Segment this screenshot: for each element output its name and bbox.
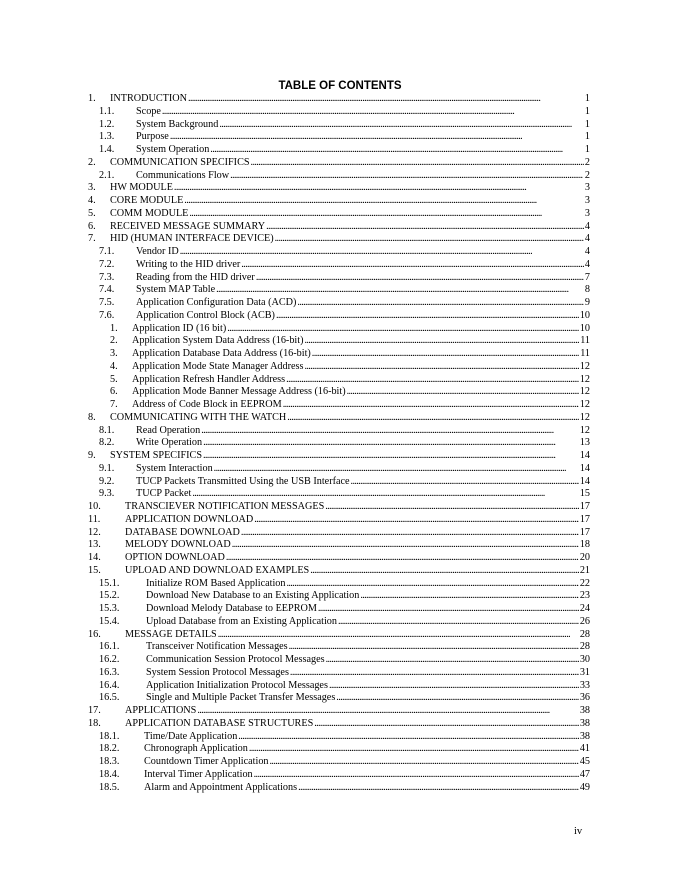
toc-entry[interactable] — [88, 195, 590, 208]
dot-leader — [326, 654, 579, 667]
toc-entry-page: 4 — [584, 246, 590, 257]
toc-entry-title: INTRODUCTION — [110, 93, 187, 104]
toc-entry-number: 1.3. — [99, 131, 115, 143]
toc-entry-title: Download Melody Database to EEPROM — [146, 603, 317, 614]
toc-entry[interactable] — [88, 157, 590, 170]
toc-entry-number: 8. — [88, 411, 96, 423]
toc-entry-number: 10. — [88, 501, 101, 512]
dot-leader — [298, 782, 579, 795]
toc-entry[interactable] — [88, 182, 590, 195]
toc-entry-title: APPLICATION DOWNLOAD — [125, 513, 254, 525]
toc-entry-number: 18.3. — [99, 756, 120, 767]
dot-leader — [241, 527, 579, 540]
dot-leader — [201, 425, 579, 438]
toc-entry-number: 7.4. — [99, 284, 115, 296]
toc-entry-number: 6. — [88, 220, 96, 232]
toc-entry-title: Alarm and Appointment Applications — [144, 781, 298, 793]
dot-leader — [238, 731, 579, 744]
toc-entry[interactable] — [88, 692, 590, 705]
toc-entry-title: Application Mode State Manager Address — [132, 360, 304, 372]
dot-leader — [338, 616, 579, 629]
toc-entry-page: 38 — [579, 717, 590, 729]
toc-entry-title: TRANSCIEVER NOTIFICATION MESSAGES — [125, 501, 325, 512]
page-number: iv — [574, 826, 583, 837]
toc-entry[interactable] — [88, 246, 590, 259]
toc-entry-page: 41 — [579, 743, 590, 755]
toc-entry-page: 3 — [584, 182, 590, 194]
dot-leader — [210, 144, 584, 157]
toc-entry-title: Chronograph Application — [144, 743, 248, 755]
toc-entry-page: 14 — [579, 450, 590, 461]
toc-entry[interactable] — [88, 463, 590, 476]
toc-entry-title: Purpose — [136, 131, 169, 143]
dot-leader — [304, 335, 579, 348]
dot-leader — [170, 131, 584, 144]
toc-entry-page: 11 — [580, 348, 590, 359]
toc-entry-page: 12 — [579, 373, 590, 385]
toc-entry[interactable] — [88, 323, 590, 336]
toc-entry-title: Application Control Block (ACB) — [136, 309, 275, 321]
toc-entry[interactable] — [88, 412, 590, 425]
toc-entry[interactable] — [88, 743, 590, 756]
toc-entry-title: System MAP Table — [136, 284, 216, 296]
dot-leader — [287, 412, 579, 425]
dot-leader — [227, 323, 579, 336]
dot-leader — [275, 233, 584, 246]
dot-leader — [218, 629, 579, 642]
toc-entry-number: 14. — [88, 552, 101, 563]
toc-entry-page: 10 — [579, 309, 590, 321]
toc-entry-number: 7.5. — [99, 297, 115, 308]
toc-entry[interactable] — [88, 335, 590, 348]
dot-leader — [314, 718, 579, 731]
toc-entry-page: 1 — [584, 93, 590, 104]
toc-entry-number: 18.4. — [99, 768, 120, 780]
toc-entry-title: System Session Protocol Messages — [146, 666, 289, 678]
toc-entry[interactable] — [88, 450, 590, 463]
toc-entry-number: 16.2. — [99, 654, 120, 665]
toc-entry[interactable] — [88, 297, 590, 310]
dot-leader — [192, 488, 578, 501]
toc-entry[interactable] — [88, 539, 590, 552]
toc-entry-page: 8 — [584, 284, 590, 296]
toc-entry[interactable] — [88, 731, 590, 744]
toc-entry-title: Application Database Data Address (16-bit) — [132, 348, 311, 359]
toc-entry-number: 17. — [88, 705, 101, 716]
toc-entry-page: 36 — [579, 692, 590, 704]
toc-entry-number: 18. — [88, 717, 101, 729]
toc-entry-number: 7. — [88, 233, 96, 245]
toc-entry-page: 12 — [579, 399, 590, 410]
dot-leader — [360, 590, 578, 603]
dot-leader — [289, 641, 579, 654]
toc-entry-title: Address of Code Block in EEPROM — [132, 399, 282, 410]
toc-entry[interactable] — [88, 259, 590, 272]
dot-leader — [336, 692, 579, 705]
toc-entry-title: CORE MODULE — [110, 195, 184, 206]
toc-entry[interactable] — [88, 667, 590, 680]
toc-entry-page: 11 — [580, 335, 590, 347]
toc-entry-title: System Interaction — [136, 462, 213, 474]
dot-leader — [230, 170, 584, 183]
dot-leader — [318, 603, 579, 616]
toc-entry-title: MESSAGE DETAILS — [125, 628, 217, 640]
toc-entry[interactable] — [88, 374, 590, 387]
toc-entry-number: 8.2. — [99, 437, 115, 449]
toc-entry[interactable] — [88, 233, 590, 246]
toc-entry-page: 4 — [584, 220, 590, 232]
toc-entry[interactable] — [88, 284, 590, 297]
toc-entry-page: 49 — [579, 781, 590, 793]
toc-entry-page: 3 — [584, 195, 590, 206]
toc-entry-number: 9.3. — [99, 488, 115, 500]
toc-entry-number: 6. — [110, 386, 118, 398]
toc-entry-page: 20 — [579, 552, 590, 563]
dot-leader — [287, 578, 579, 591]
toc-entry-title: System Background — [136, 118, 219, 130]
toc-entry-title: HID (HUMAN INTERFACE DEVICE) — [110, 233, 274, 245]
toc-entry-page: 24 — [579, 603, 590, 614]
toc-list — [88, 93, 590, 794]
toc-entry-page: 22 — [579, 577, 590, 589]
toc-entry-title: Reading from the HID driver — [136, 271, 255, 283]
toc-entry-number: 2.1. — [99, 169, 115, 181]
toc-entry-number: 15. — [88, 564, 101, 576]
toc-entry-title: Application Initialization Protocol Messages — [146, 679, 328, 691]
toc-entry-number: 7. — [110, 399, 118, 410]
toc-entry-page: 2 — [584, 156, 590, 168]
toc-entry[interactable] — [88, 310, 590, 323]
toc-entry-number: 11. — [88, 513, 101, 525]
toc-entry-number: 5. — [88, 207, 96, 219]
toc-entry-title: Communications Flow — [136, 169, 230, 181]
toc-entry-page: 12 — [579, 360, 590, 372]
toc-entry-number: 9.2. — [99, 475, 115, 487]
toc-entry-number: 7.3. — [99, 271, 115, 283]
toc-entry-number: 7.1. — [99, 246, 115, 257]
toc-entry-number: 9. — [88, 450, 96, 461]
toc-entry-title: APPLICATION DATABASE STRUCTURES — [125, 717, 314, 729]
toc-entry-page: 26 — [579, 615, 590, 627]
dot-leader — [312, 348, 579, 361]
dot-leader — [184, 195, 584, 208]
toc-entry-title: UPLOAD AND DOWNLOAD EXAMPLES — [125, 564, 310, 576]
toc-entry[interactable] — [88, 705, 590, 718]
toc-entry-title: APPLICATIONS — [125, 705, 197, 716]
toc-entry-page: 38 — [579, 705, 590, 716]
toc-entry-title: COMMUNICATING WITH THE WATCH — [110, 411, 287, 423]
dot-leader — [216, 284, 584, 297]
toc-entry-page: 9 — [584, 297, 590, 308]
toc-heading: TABLE OF CONTENTS — [278, 80, 402, 92]
toc-entry[interactable] — [88, 221, 590, 234]
toc-entry-title: Application Configuration Data (ACD) — [136, 297, 297, 308]
toc-entry-number: 5. — [110, 373, 118, 385]
toc-entry-number: 7.6. — [99, 309, 115, 321]
toc-entry[interactable] — [88, 769, 590, 782]
toc-entry-page: 3 — [584, 207, 590, 219]
toc-entry[interactable] — [88, 756, 590, 769]
toc-entry-number: 1. — [88, 93, 96, 104]
toc-entry[interactable] — [88, 514, 590, 527]
toc-entry-title: Time/Date Application — [144, 730, 238, 742]
toc-entry-number: 18.2. — [99, 743, 120, 755]
dot-leader — [347, 386, 579, 399]
toc-entry[interactable] — [88, 654, 590, 667]
toc-entry-page: 38 — [579, 730, 590, 742]
toc-entry[interactable] — [88, 629, 590, 642]
toc-entry-page: 12 — [579, 424, 590, 436]
toc-entry-title: Communication Session Protocol Messages — [146, 654, 325, 665]
toc-entry-title: TUCP Packet — [136, 488, 192, 500]
toc-entry-title: System Operation — [136, 144, 210, 155]
toc-entry-page: 1 — [584, 105, 590, 117]
toc-entry-number: 16. — [88, 628, 101, 640]
toc-entry[interactable] — [88, 552, 590, 565]
toc-entry[interactable] — [88, 718, 590, 731]
dot-leader — [226, 552, 579, 565]
toc-entry-title: Application Refresh Handler Address — [132, 373, 286, 385]
toc-entry-title: Interval Timer Application — [144, 768, 253, 780]
toc-entry-number: 18.5. — [99, 781, 120, 793]
toc-entry-number: 2. — [88, 156, 96, 168]
dot-leader — [270, 756, 579, 769]
toc-entry[interactable] — [88, 386, 590, 399]
toc-entry[interactable] — [88, 437, 590, 450]
toc-entry-number: 3. — [110, 348, 118, 359]
toc-entry-title: Application Mode Banner Message Address (16-bit) — [132, 386, 346, 398]
toc-entry-number: 16.5. — [99, 692, 120, 704]
toc-entry-title: Single and Multiple Packet Transfer Messages — [146, 692, 336, 704]
toc-entry-title: HW MODULE — [110, 182, 173, 194]
toc-entry-number: 16.1. — [99, 641, 120, 653]
toc-entry-number: 1.2. — [99, 118, 115, 130]
toc-entry-page: 17 — [579, 526, 590, 538]
toc-entry-number: 15.4. — [99, 615, 120, 627]
toc-entry[interactable] — [88, 501, 590, 514]
toc-entry[interactable] — [88, 399, 590, 412]
toc-entry[interactable] — [88, 208, 590, 221]
toc-entry[interactable] — [88, 680, 590, 693]
toc-entry[interactable] — [88, 119, 590, 132]
toc-entry-number: 16.4. — [99, 679, 120, 691]
toc-entry-title: Scope — [136, 105, 161, 117]
toc-entry-page: 28 — [579, 641, 590, 653]
toc-entry-title: Write Operation — [136, 437, 203, 449]
toc-entry-number: 15.2. — [99, 590, 120, 602]
dot-leader — [297, 297, 583, 310]
dot-leader — [283, 399, 579, 412]
toc-entry-page: 4 — [584, 258, 590, 270]
toc-entry-page: 10 — [579, 322, 590, 334]
toc-entry-page: 33 — [579, 679, 590, 691]
toc-entry-page: 17 — [579, 513, 590, 525]
dot-leader — [290, 667, 579, 680]
toc-entry-number: 3. — [88, 182, 96, 194]
dot-leader — [304, 361, 578, 374]
toc-entry-page: 47 — [579, 768, 590, 780]
toc-entry[interactable] — [88, 616, 590, 629]
toc-entry-number: 2. — [110, 335, 118, 347]
toc-entry[interactable] — [88, 476, 590, 489]
toc-entry-page: 31 — [579, 666, 590, 678]
toc-entry-title: Download New Database to an Existing Application — [146, 590, 360, 602]
toc-entry-title: Transceiver Notification Messages — [146, 641, 288, 653]
toc-entry-page: 15 — [579, 488, 590, 500]
toc-entry[interactable] — [88, 527, 590, 540]
dot-leader — [256, 272, 584, 285]
toc-entry[interactable] — [88, 782, 590, 795]
toc-entry-number: 7.2. — [99, 258, 115, 270]
toc-entry[interactable] — [88, 488, 590, 501]
toc-entry[interactable] — [88, 641, 590, 654]
toc-entry-title: Application System Data Address (16-bit) — [132, 335, 304, 347]
toc-entry[interactable] — [88, 272, 590, 285]
toc-entry-page: 13 — [579, 437, 590, 449]
toc-entry-number: 1. — [110, 322, 118, 334]
toc-entry-page: 18 — [579, 539, 590, 551]
toc-entry[interactable] — [88, 603, 590, 616]
dot-leader — [162, 106, 584, 119]
toc-entry-page: 1 — [584, 131, 590, 143]
toc-entry-page: 28 — [579, 628, 590, 640]
dot-leader — [351, 476, 579, 489]
toc-entry-page: 12 — [579, 386, 590, 398]
toc-entry-page: 14 — [579, 462, 590, 474]
toc-entry-number: 4. — [88, 195, 96, 206]
dot-leader — [180, 246, 584, 259]
toc-entry[interactable] — [88, 106, 590, 119]
dot-leader — [325, 501, 579, 514]
toc-entry-number: 13. — [88, 539, 101, 551]
toc-entry-title: RECEIVED MESSAGE SUMMARY — [110, 220, 266, 232]
dot-leader — [174, 182, 584, 195]
toc-entry[interactable] — [88, 348, 590, 361]
toc-entry-page: 1 — [584, 144, 590, 155]
dot-leader — [241, 259, 584, 272]
toc-entry-page: 17 — [579, 501, 590, 512]
toc-entry-page: 14 — [579, 475, 590, 487]
toc-entry-number: 9.1. — [99, 462, 115, 474]
dot-leader — [276, 310, 579, 323]
toc-entry-page: 12 — [579, 411, 590, 423]
toc-entry-number: 18.1. — [99, 730, 120, 742]
toc-entry[interactable] — [88, 170, 590, 183]
toc-entry[interactable] — [88, 131, 590, 144]
toc-entry-number: 1.4. — [99, 144, 115, 155]
toc-entry-title: SYSTEM SPECIFICS — [110, 450, 203, 461]
toc-entry-title: Countdown Timer Application — [144, 756, 269, 767]
toc-entry-title: MELODY DOWNLOAD — [125, 539, 231, 551]
toc-entry[interactable] — [88, 565, 590, 578]
dot-leader — [251, 157, 584, 170]
dot-leader — [254, 514, 579, 527]
toc-entry-title: TUCP Packets Transmitted Using the USB Interface — [136, 475, 350, 487]
toc-entry-page: 2 — [584, 169, 590, 181]
dot-leader — [189, 208, 584, 221]
toc-entry-page: 21 — [579, 564, 590, 576]
dot-leader — [249, 743, 579, 756]
toc-entry-number: 15.3. — [99, 603, 120, 614]
dot-leader — [266, 221, 584, 234]
toc-entry-title: Read Operation — [136, 424, 201, 436]
toc-entry[interactable] — [88, 578, 590, 591]
toc-entry-number: 12. — [88, 526, 101, 538]
dot-leader — [214, 463, 579, 476]
toc-entry-page: 1 — [584, 118, 590, 130]
toc-entry-number: 16.3. — [99, 666, 120, 678]
toc-entry-page: 30 — [579, 654, 590, 665]
toc-entry[interactable] — [88, 144, 590, 157]
dot-leader — [203, 450, 579, 463]
toc-entry-number: 15.1. — [99, 577, 120, 589]
dot-leader — [203, 437, 579, 450]
dot-leader — [219, 119, 584, 132]
toc-entry[interactable] — [88, 361, 590, 374]
toc-entry-title: COMMUNICATION SPECIFICS — [110, 156, 250, 168]
toc-entry-page: 4 — [584, 233, 590, 245]
toc-entry-number: 1.1. — [99, 105, 115, 117]
toc-entry[interactable] — [88, 590, 590, 603]
toc-entry[interactable] — [88, 93, 590, 106]
toc-entry-page: 45 — [579, 756, 590, 767]
dot-leader — [286, 374, 579, 387]
toc-entry-title: DATABASE DOWNLOAD — [125, 526, 240, 538]
toc-entry-title: Initialize ROM Based Application — [146, 577, 286, 589]
dot-leader — [310, 565, 579, 578]
toc-entry-title: COMM MODULE — [110, 207, 189, 219]
toc-entry-title: Vendor ID — [136, 246, 179, 257]
toc-entry-page: 23 — [579, 590, 590, 602]
toc-entry-title: Writing to the HID driver — [136, 258, 241, 270]
dot-leader — [329, 680, 579, 693]
toc-entry-title: OPTION DOWNLOAD — [125, 552, 225, 563]
dot-leader — [232, 539, 579, 552]
toc-entry-number: 8.1. — [99, 424, 115, 436]
dot-leader — [188, 93, 584, 106]
toc-entry-title: Application ID (16 bit) — [132, 322, 227, 334]
toc-entry-number: 4. — [110, 360, 118, 372]
toc-entry-page: 7 — [584, 271, 590, 283]
toc-entry[interactable] — [88, 425, 590, 438]
dot-leader — [197, 705, 578, 718]
dot-leader — [254, 769, 579, 782]
toc-entry-title: Upload Database from an Existing Application — [146, 615, 337, 627]
